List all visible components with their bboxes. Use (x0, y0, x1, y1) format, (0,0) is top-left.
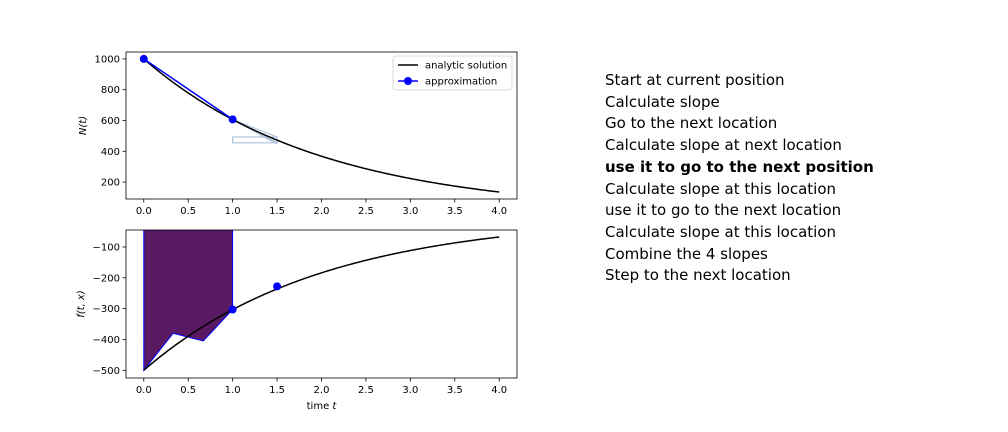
slope-guide-line (233, 119, 277, 137)
x-axis-label: time t (306, 401, 337, 412)
approximation-point (140, 55, 148, 63)
x-tick-label: 2.0 (313, 206, 330, 217)
step-item: use it to go to the next location (605, 201, 842, 220)
axes-1 (78, 52, 517, 217)
x-tick-label: 4.0 (491, 206, 508, 217)
y-tick-label: −300 (92, 304, 120, 316)
step-item: Calculate slope (605, 92, 720, 111)
x-tick-label: 0.5 (180, 385, 197, 396)
legend-swatch-marker (404, 77, 412, 85)
y-tick-label: −500 (92, 365, 120, 377)
x-tick-label: 3.5 (446, 385, 463, 396)
y-tick-label: −200 (92, 273, 120, 285)
x-tick-label: 3.0 (402, 385, 419, 396)
step-item: use it to go to the next position (605, 157, 874, 176)
x-tick-label: 2.0 (313, 385, 330, 396)
y-tick-label: 400 (100, 146, 120, 158)
legend-label: analytic solution (425, 60, 508, 72)
x-tick-label: 2.5 (357, 206, 374, 217)
y-tick-label: −100 (92, 242, 120, 254)
x-tick-label: 0.0 (135, 206, 152, 217)
step-item: Start at current position (605, 71, 785, 89)
x-tick-label: 1.0 (224, 385, 241, 396)
x-tick-label: 0.0 (135, 385, 152, 396)
step-item: Calculate slope at this location (605, 222, 836, 241)
step-item: Step to the next location (605, 266, 791, 285)
y-tick-label: 800 (100, 85, 120, 97)
x-tick-label: 3.0 (402, 206, 419, 217)
x-tick-label: 1.5 (269, 385, 286, 396)
step-item: Calculate slope at next location (605, 136, 842, 155)
filled-slope-region (144, 230, 233, 370)
algorithm-steps-list (605, 70, 874, 287)
plot-area-2 (144, 230, 499, 370)
slope-point (273, 282, 281, 290)
slope-point (229, 306, 237, 314)
x-tick-label: 2.5 (357, 385, 374, 396)
approximation-point (229, 115, 237, 123)
legend (393, 56, 512, 90)
x-tick-label: 0.5 (180, 206, 197, 217)
step-item: Calculate slope at this location (605, 179, 836, 198)
y-tick-label: 1000 (94, 54, 120, 66)
approximation-line (144, 59, 233, 119)
x-tick-label: 3.5 (446, 206, 463, 217)
legend-label: approximation (425, 76, 498, 88)
y-axis-label: N(t) (78, 115, 89, 136)
y-axis-label: f(t, x) (76, 290, 87, 318)
x-tick-label: 1.5 (269, 206, 286, 217)
y-tick-label: −400 (92, 334, 120, 346)
x-tick-label: 4.0 (491, 385, 508, 396)
step-item: Combine the 4 slopes (605, 244, 768, 263)
y-tick-label: 200 (100, 177, 120, 189)
axes-2 (76, 230, 517, 412)
x-tick-label: 1.0 (224, 206, 241, 217)
y-tick-label: 600 (100, 115, 120, 127)
step-item: Go to the next location (605, 114, 778, 133)
